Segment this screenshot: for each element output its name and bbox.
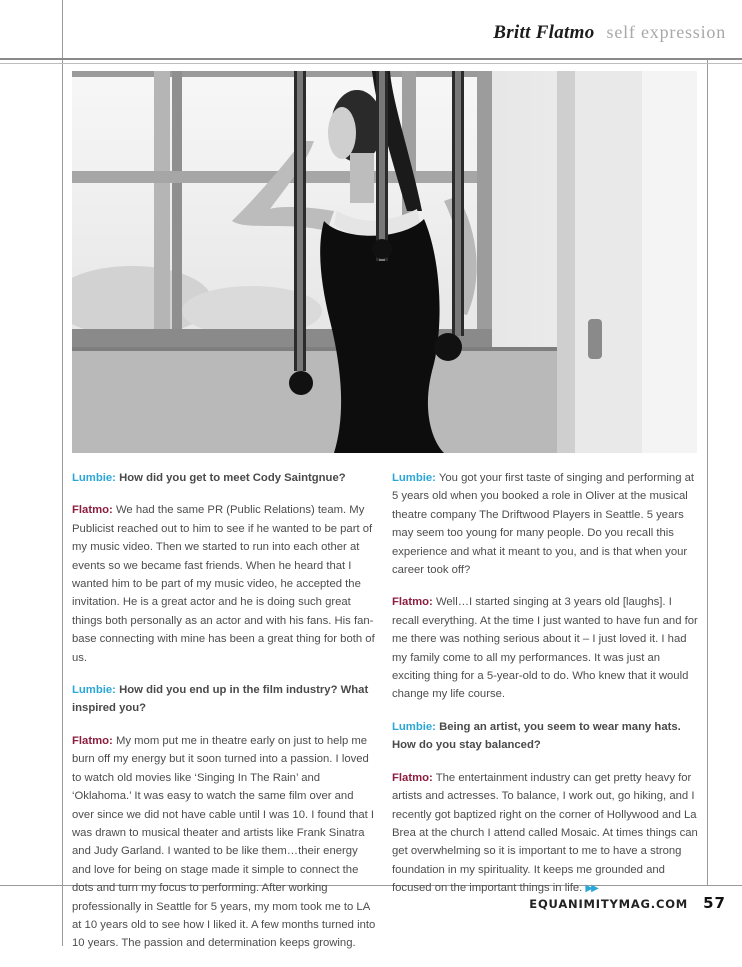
question-paragraph [392, 718, 698, 755]
photo-illustration [72, 71, 697, 453]
feature-photo [72, 71, 697, 453]
question-paragraph [72, 469, 376, 487]
page-footer [529, 893, 726, 912]
answer-paragraph [392, 769, 698, 899]
end-of-article-arrows-icon: ▶▶ [585, 883, 597, 895]
speaker-label-interviewer: Lumbie: [392, 720, 436, 733]
speaker-label-interviewer: Lumbie: [72, 684, 116, 697]
left-margin-rule [62, 0, 63, 946]
header-name: Britt Flatmo [493, 22, 595, 43]
speaker-label-subject: Flatmo: [72, 504, 113, 517]
question-paragraph [392, 469, 698, 579]
question-text: You got your first taste of singing and performing at 5 years old when you booked a role in Oliver at the musical theatre company The Driftwood Players in Seattle. 5 years may seem too young for many people. Do you recall this experience and what it meant to you, and is that when your career took off? [392, 472, 695, 577]
answer-text: The entertainment industry can get pretty heavy for artists and actresses. To balance, I work out, go hiking, and I recently got baptized right on the corner of Hollywood and La Brea at the church I attend called Mosaic. At times things can get overwhelming so it is important to me to have a strong foundation in my spirituality. It keeps me grounded and focused on the important things in life. [392, 771, 698, 895]
answer-paragraph [392, 593, 698, 703]
speaker-label-subject: Flatmo: [392, 771, 433, 784]
answer-paragraph [72, 501, 376, 667]
speaker-label-subject: Flatmo: [392, 596, 433, 609]
answer-paragraph [72, 732, 376, 953]
footer-site-url: EQUANIMITYMAG.COM [529, 897, 689, 911]
question-paragraph [72, 681, 376, 718]
question-text: How did you get to meet Cody Saintgnue? [119, 472, 346, 484]
answer-text: Well…I started singing at 3 years old [laughs]. I recall everything. At the time I just wanted to have fun and for me there was nothing serious about it – I just loved it. I had my family come to all my performances. It was just an exciting thing for a 5-year-old to do. Who knew that it would change my life course. [392, 596, 698, 701]
speaker-label-subject: Flatmo: [72, 734, 113, 747]
question-text: Being an artist, you seem to wear many hats. How do you stay balanced? [392, 720, 681, 752]
answer-text: We had the same PR (Public Relations) team. My Publicist reached out to him to see if he wanted to be part of my music video. Then we started to run into each other at events so we became fast friends. When he heard that I wanted him to be part of my music video, he accepted the invitation. He is a great actor and he is doing such great things both personally as an actor and with his fans. His fan-base connecting with mine has been a great thing for both of us. [72, 504, 375, 664]
article-column-left [72, 469, 376, 967]
answer-text: My mom put me in theatre early on just to help me burn off my energy but it soon turned into a passion. I loved to watch old movies like ‘Singing In The Rain’ and ‘Oklahoma.’ It was easy to watch the same film over and over since we did not have cable until I was 10. I found that I was drawn to musical theater and artists like Frank Sinatra and Judy Garland. I wanted to be like them…their energy and love for being on stage made it simple to connect the dots and turn my focus to performing. After working professionally in Seattle for 5 years, my mom took me to LA at 10 years old to see how I liked it. A few months turned into 10 years. The passion and determination keeps growing. [72, 734, 376, 950]
header-rule-secondary [0, 63, 742, 64]
page-number: 57 [703, 894, 726, 912]
running-header [493, 22, 726, 44]
article-column-right [392, 469, 698, 913]
speaker-label-interviewer: Lumbie: [72, 472, 116, 484]
header-rule [0, 58, 742, 60]
header-section: self expression [606, 22, 726, 42]
speaker-label-interviewer: Lumbie: [392, 472, 436, 484]
right-margin-rule [707, 60, 708, 886]
question-text: How did you end up in the film industry? What inspired you? [72, 684, 369, 715]
